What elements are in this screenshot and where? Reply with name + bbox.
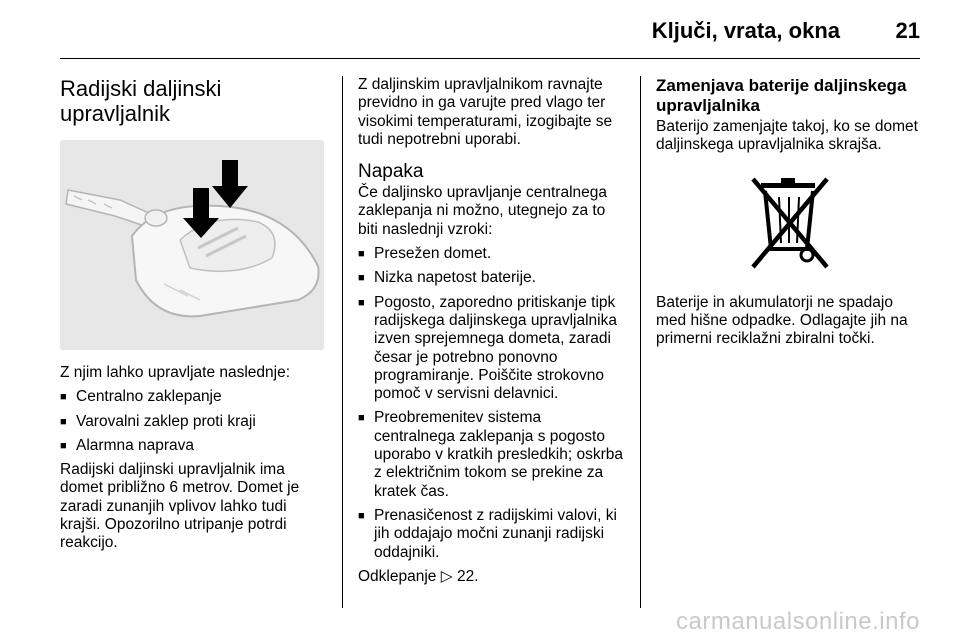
reference-page: 22. [456,567,479,585]
crossed-bin-icon [656,171,924,280]
list-item: ■ Alarmna naprava [60,437,328,455]
list-item: ■ Varovalni zaklep proti kraji [60,413,328,431]
watermark: carmanualsonline.info [676,608,920,635]
list-item: ■ Prenasičenost z radijskimi valovi, ki jih oddajajo močni zunanji radijski oddajniki. [358,507,626,562]
handling-paragraph: Z daljinskim upravljalnikom ravnajte previdno in ga varujte pred vlago ter visokimi temperaturami, izogibajte se tudi nepotrebni uporabi. [358,76,613,148]
causes-list [358,245,626,562]
page-number: 21 [895,18,920,43]
list-item: ■ Preobremenitev sistema centralnega zaklepanja s pogosto uporabo v kratkih presledkih; oskrba z električnim tokom se prekine za kratek čas. [358,409,626,500]
reference-arrow-icon: ▷ [440,567,453,585]
list-item: ■ Pogosto, zaporedno pritiskanje tipk radijskega daljinskega upravljalnika izven sprejemnega dometa, zaradi česar je potrebno ponovno programiranje. Poiščite strokovno pomoč v servisni delavnici. [358,294,626,404]
fault-heading: Napaka [358,161,424,183]
unlock-reference[interactable] [358,568,626,586]
column-divider [640,76,641,608]
column-3 [656,76,924,349]
page-header-title: Ključi, vrata, okna [651,18,840,43]
column-divider [342,76,343,608]
reference-label: Odklepanje [358,567,437,585]
section-heading: Radijski daljinski upravljalnik [60,76,222,126]
remote-key-illustration [60,140,324,350]
feature-list [60,388,328,455]
column-2 [358,76,626,586]
intro-text: Z njim lahko upravljate naslednje: [60,364,291,381]
battery-paragraph: Baterijo zamenjajte takoj, ko se domet daljinskega upravljalnika skrajša. [656,118,918,154]
list-item: ■ Centralno zaklepanje [60,388,328,406]
list-item: ■ Presežen domet. [358,245,626,263]
list-item: ■ Nizka napetost baterije. [358,269,626,287]
column-1 [60,76,328,553]
header-rule [60,58,920,59]
range-paragraph: Radijski daljinski upravljalnik ima domet približno 6 metrov. Domet je zaradi zunanjih vplivov lahko tudi krajši. Opozorilno utripanje potrdi reakcijo. [60,461,300,552]
battery-heading: Zamenjava baterije daljinskega upravljalnika [656,76,907,115]
fault-intro: Če daljinsko upravljanje centralnega zaklepanja ni možno, utegnejo za to biti naslednji vzroki: [358,184,608,238]
disposal-paragraph: Baterije in akumulatorji ne spadajo med hišne odpadke. Odlagajte jih na primerni reciklažni zbiralni točki. [656,293,908,348]
